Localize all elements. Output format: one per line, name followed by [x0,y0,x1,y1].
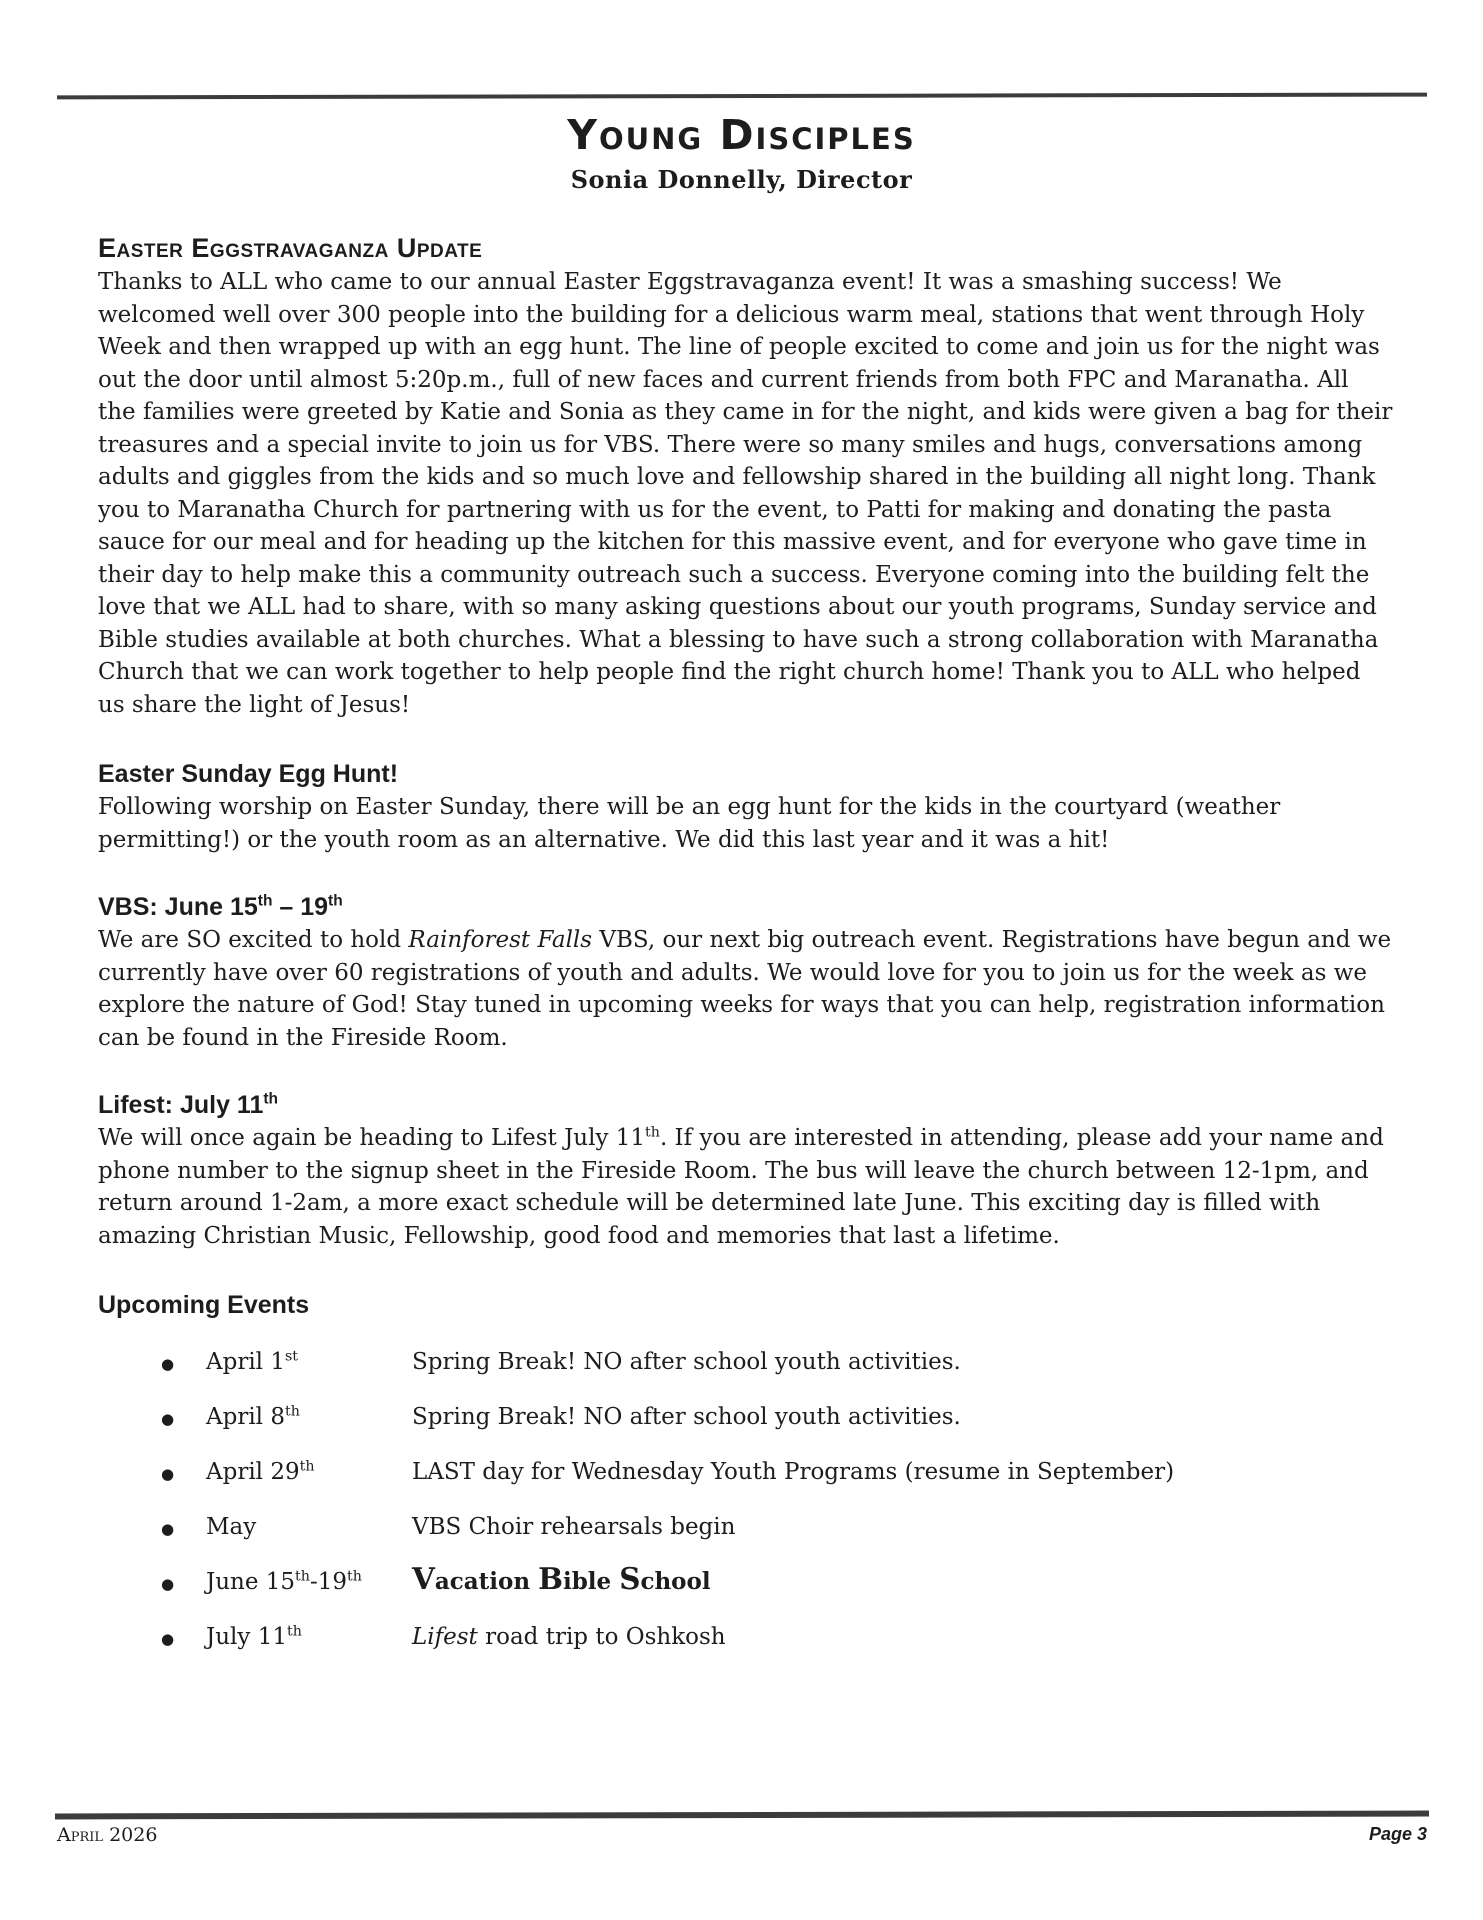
page-header [0,112,1483,194]
events-list [98,1346,1393,1655]
section-upcoming-events [98,1290,1393,1655]
vbs-heading: VBS: June 15th – 19th [98,892,343,921]
event-date: May [206,1514,257,1540]
event-item [98,1511,1393,1545]
bottom-divider [55,1811,1429,1820]
event-description: Spring Break! NO after school youth activities. [412,1404,961,1430]
eggstravaganza-heading: Easter Eggstravaganza Update [98,233,483,263]
event-date: April 1st [206,1348,299,1375]
section-egg-hunt [98,759,1393,856]
event-item [98,1561,1393,1600]
event-description: LAST day for Wednesday Youth Programs (resume in September) [412,1459,1175,1485]
eggstravaganza-body: Thanks to ALL who came to our annual Easter Eggstravaganza event! It was a smashing success! We welcomed well over 300 people into the building for a delicious warm meal, stations that went through Holy Week and then wrapped up with an egg hunt. The line of people excited to come and join us for the night was out the door until almost 5:20p.m., full of new faces and current friends from both FPC and Maranatha. All the families were greeted by Katie and Sonia as they came in for the night, and kids were given a bag for their treasures and a special invite to join us for VBS. There were so many smiles and hugs, conversations among adults and giggles from the kids and so much love and fellowship shared in the building all night long. Thank you to Maranatha Church for partnering with us for the event, to Patti for making and donating the pasta sauce for our meal and for heading up the kitchen for this massive event, and for everyone who gave time in their day to help make this a community outreach such a success. Everyone coming into the building felt the love that we ALL had to share, with so many asking questions about our youth programs, Sunday service and Bible studies available at both churches. What a blessing to have such a strong collaboration with Maranatha Church that we can work together to help people find the right church home! Thank you to ALL who helped us share the light of Jesus! [98,269,1393,718]
section-vbs [98,892,1393,1054]
bullet-icon: ● [161,1465,175,1483]
bullet-icon: ● [161,1355,175,1373]
director-byline: Sonia Donnelly, Director [570,165,913,194]
event-date: June 15th-19th [206,1568,362,1595]
event-description: Vacation Bible School [412,1561,711,1596]
section-lifest [98,1090,1393,1252]
footer-row [57,1824,1427,1846]
bullet-icon: ● [161,1630,175,1648]
event-description: Spring Break! NO after school youth activities. [412,1349,961,1375]
bullet-icon: ● [161,1520,175,1538]
section-eggstravaganza-update [98,232,1393,721]
vbs-body: We are SO excited to hold Rainforest Falls VBS, our next big outreach event. Registrations have begun and we currently have over 60 registrations of youth and adults. We would love for you to join us for the week as we explore the nature of God! Stay tuned in upcoming weeks for ways that you can help, registration information can be found in the Fireside Room. [98,927,1392,1051]
footer-issue-date: April 2026 [57,1824,158,1846]
event-item [98,1401,1393,1435]
lifest-body: We will once again be heading to Lifest July 11th. If you are interested in attending, please add your name and phone number to the signup sheet in the Fireside Room. The bus will leave the church between 12-1pm, and return around 1-2am, a more exact schedule will be determined late June. This exciting day is filled with amazing Christian Music, Fellowship, good food and memories that last a lifetime. [98,1124,1384,1249]
top-divider [57,93,1427,100]
event-description: VBS Choir rehearsals begin [412,1514,736,1540]
event-item [98,1456,1393,1490]
upcoming-events-heading: Upcoming Events [98,1291,310,1319]
event-date: April 8th [206,1403,300,1430]
lifest-heading: Lifest: July 11th [98,1090,278,1119]
egg-hunt-heading: Easter Sunday Egg Hunt! [98,760,399,788]
event-item [98,1621,1393,1655]
bullet-icon: ● [161,1575,175,1593]
event-item [98,1346,1393,1380]
newsletter-content [98,232,1393,1676]
egg-hunt-body: Following worship on Easter Sunday, there will be an egg hunt for the kids in the courtyard (weather permitting!) or the youth room as an alternative. We did this last year and it was a hit! [98,794,1281,853]
event-date: July 11th [206,1623,302,1650]
event-date: April 29th [206,1458,315,1485]
event-description: Lifest road trip to Oshkosh [412,1624,726,1650]
bullet-icon: ● [161,1410,175,1428]
footer-page-number: Page 3 [1368,1824,1427,1844]
page-title: Young Disciples [567,111,916,159]
